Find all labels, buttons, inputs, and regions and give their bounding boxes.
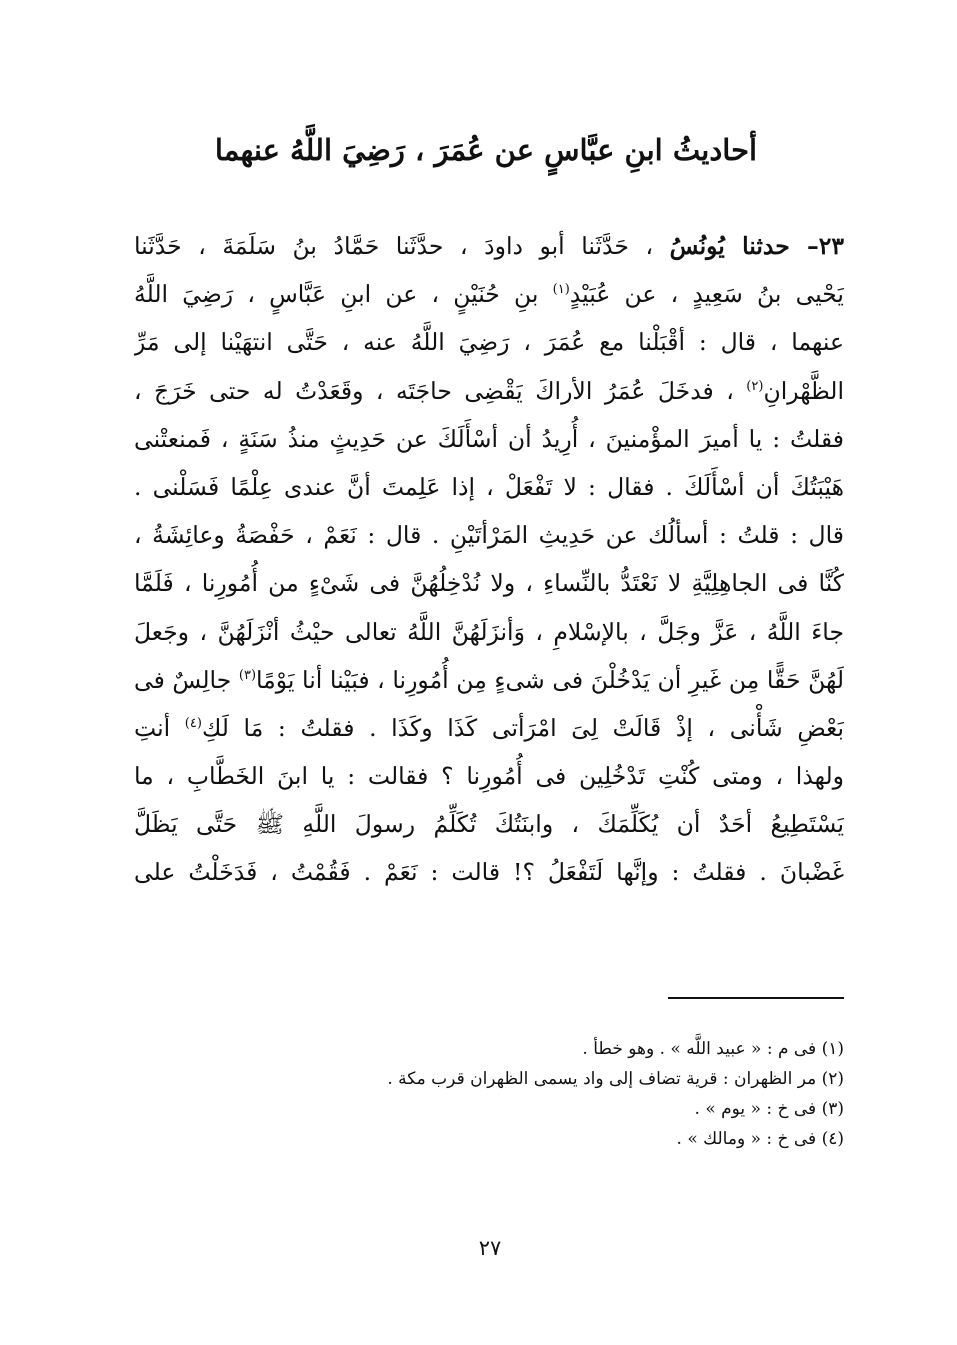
text-segment: ، حَدَّثَنا أبو داودَ ، حدَّثَنا حَمَّادُ بنُ سَلَمَةَ ، حَدَّثَنا [134,232,654,260]
footnote-ref-2[interactable]: (٢) [746,378,764,394]
footnote-1: (١) فى م : « عبيد اللَّه » . وهو خطأ . [582,1039,844,1059]
text-segment: بَعْضِ شَأْنى ، إذْ قَالَتْ لِىَ امْرَأتى كَذَا وكَذَا . فقلتُ : مَا لَكِ [201,713,844,742]
text-line-8: كُنَّا فى الجاهِلِيَّةِ لا نَعْتَدُّ بالنِّساءِ ، ولا نُدْخِلُهُنَّ فى شَىْءٍ من أُمُورِنا ، فَلَمَّا [134,569,844,598]
text-line-4 [134,367,844,415]
footnote-divider [668,997,844,999]
text-segment: جالِسٌ فى [134,665,232,694]
text-line-3: عنهما ، قال : أقْبَلْنا مع عُمَرَ ، رَضِيَ اللَّهُ عنه ، حَتَّى انتهَيْنا إلى مَرِّ [134,328,844,357]
text-line-10 [134,656,844,704]
text-segment: بنِ حُنَيْنٍ ، عن ابنِ عَبَّاسٍ ، رَضِيَ اللَّهُ [134,280,539,309]
text-segment: ، فدخَلَ عُمَرُ الأراكَ يَقْضِى حاجَتَه ، وقَعَدْتُ له حتى خَرَجَ ، [134,376,734,405]
chapter-title: أحاديثُ ابنِ عبَّاسٍ عن عُمَرَ ، رَضِيَ اللَّهُ عنهما [214,133,758,167]
footnote-ref-4[interactable]: (٤) [184,716,202,732]
text-line-6: هَيْبَتُكَ أن أسْأَلَكَ . فقال : لا تَفْعَلْ ، إذا عَلِمتَ أنَّ عندى عِلْمًا فَسَلْنى . [134,472,844,501]
footnote-2: (٢) مر الظهران : قرية تضاف إلى واد يسمى الظهران قرب مكة . [387,1069,844,1089]
text-segment: أنتِ [134,713,171,742]
hadith-body [134,222,844,897]
text-line-1 [134,222,844,270]
footnote-3: (٣) فى خ : « يوم » . [694,1099,844,1119]
text-line-13: يَسْتَطِيعُ أحَدٌ أن يُكَلِّمَكَ ، وابنَتُكَ تُكَلِّمُ رسولَ اللَّهِ ﷺ حَتَّى يَظَلَّ [134,810,844,839]
text-line-14: غَضْبانَ . فقلتُ : وإنَّها لَتَفْعَلُ ؟! قالت : نَعَمْ . فَقُمْتُ ، فَدَخَلْتُ على [134,858,844,887]
hadith-number: ٢٣ [818,232,844,260]
text-line-12: ولهذا ، ومتى كُنْتِ تَدْخُلِين فى أُمُورِنا ؟ فقالت : يا ابنَ الخَطَّابِ ، ما [134,762,844,791]
footnote-ref-1[interactable]: (١) [552,282,570,298]
text-segment: الظَّهْرانِ [763,376,844,405]
text-line-2 [134,270,844,318]
text-segment: يَحْيى بنُ سَعِيدٍ ، عن عُبَيْدٍ [569,280,844,309]
footnote-4: (٤) فى خ : « ومالك » . [676,1129,844,1149]
footnote-ref-3[interactable]: (٣) [238,667,257,683]
text-segment: لَهُنَّ حَقًّا مِن غَيرِ أن يَدْخُلْنَ فى شىءٍ مِن أُمُورِنا ، فبَيْنا أنا يَوْمًا [256,665,844,694]
page-number: ٢٧ [478,1236,502,1260]
text-line-9: جاءَ اللَّهُ ، عَزَّ وجَلَّ ، بالإسْلامِ ، وَأنزَلَهُنَّ اللَّهُ تعالى حيْثُ أنْزَلَهُنَّ ، وجَعلَ [134,617,844,646]
text-line-7: قال : قلتُ : أسألُك عن حَدِيثِ المَرْأتَيْنِ . قال : نَعَمْ ، حَفْصَةُ وعائِشَةُ ، [134,521,844,550]
text-line-5: فقلتُ : يا أميرَ المؤْمنينَ ، أُرِيدُ أن أسْأَلَكَ عن حَدِيثٍ منذُ سَنَةٍ ، فَمنعتْنى [134,424,844,453]
footnotes [300,1034,844,1154]
text-line-11 [134,704,844,752]
hadith-opening: حدثنا يُونُسُ [669,232,790,260]
hadith-number-separator: – [789,232,819,260]
